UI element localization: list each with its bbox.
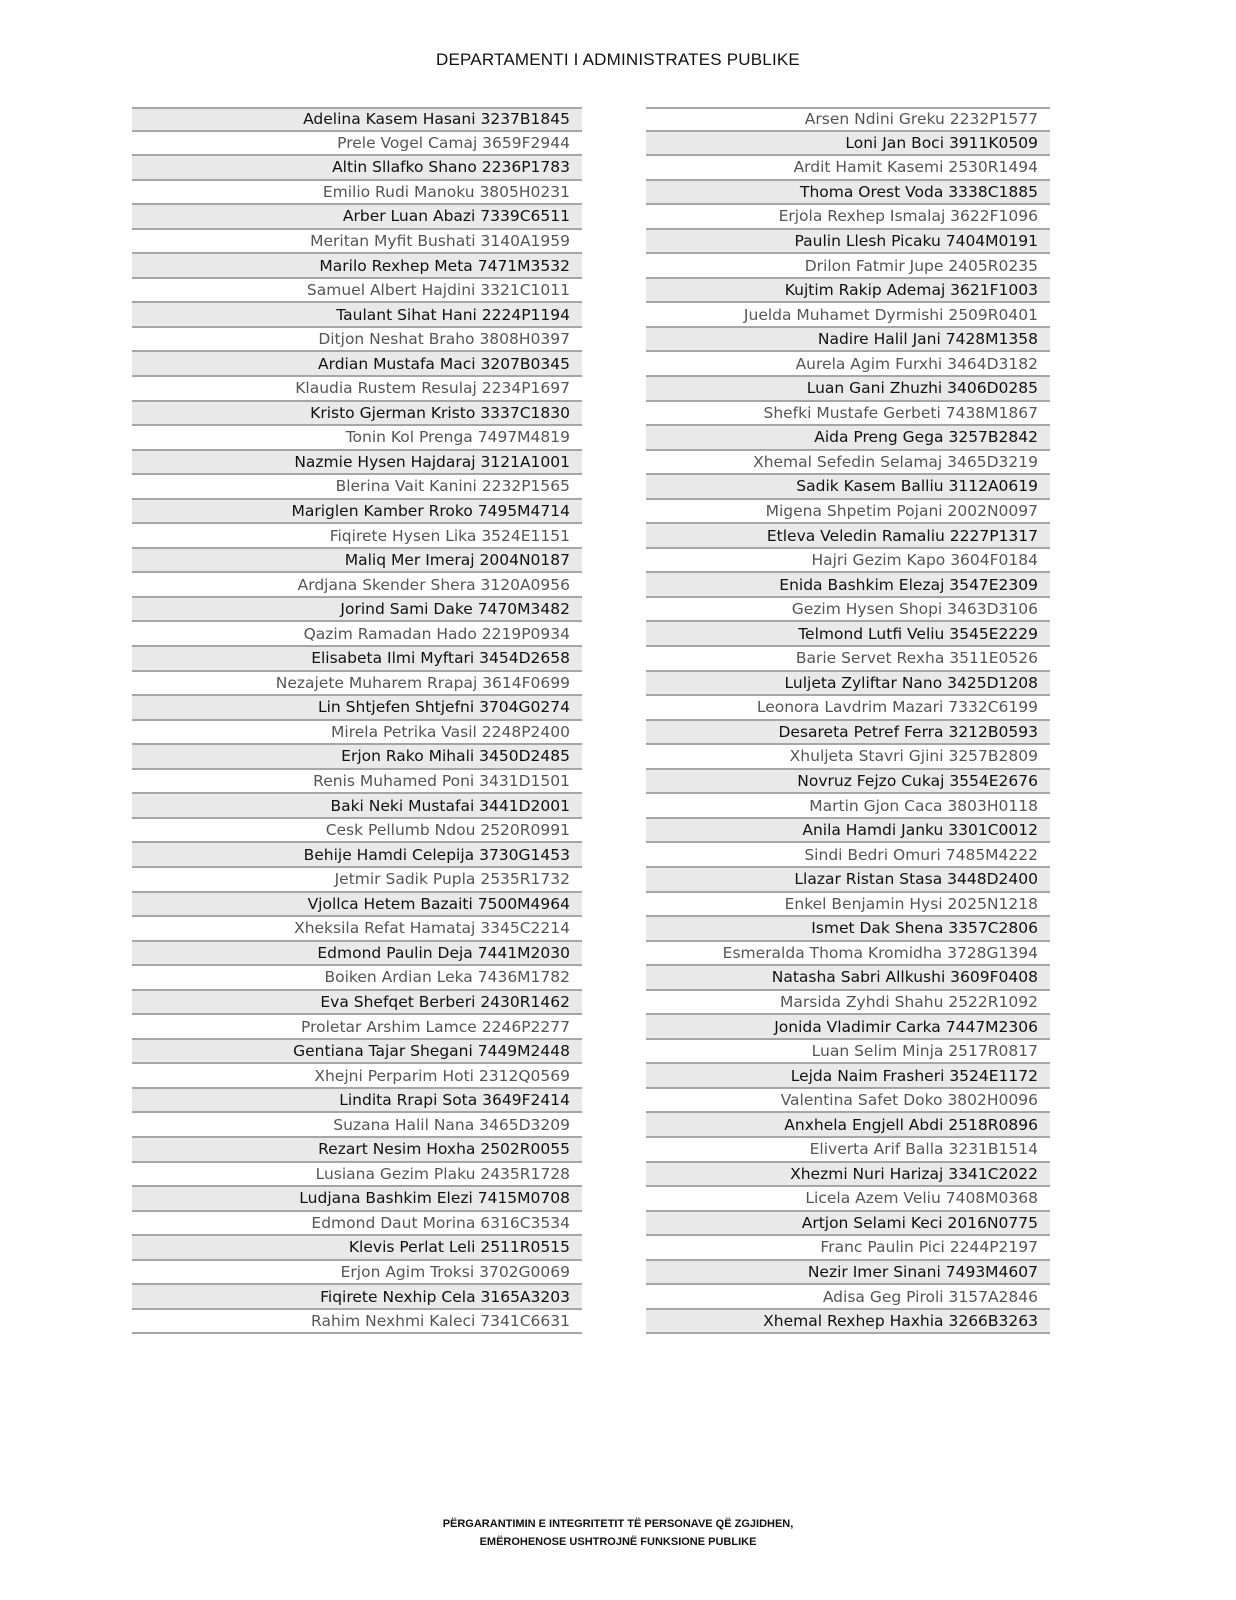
list-row: Renis Muhamed Poni 3431D1501: [132, 770, 582, 795]
list-row: Desareta Petref Ferra 3212B0593: [646, 721, 1050, 746]
list-row: Vjollca Hetem Bazaiti 7500M4964: [132, 893, 582, 918]
list-row: Xheksila Refat Hamataj 3345C2214: [132, 917, 582, 942]
list-row: Edmond Daut Morina 6316C3534: [132, 1212, 582, 1237]
list-row: Maliq Mer Imeraj 2004N0187: [132, 549, 582, 574]
list-row: Elisabeta Ilmi Myftari 3454D2658: [132, 647, 582, 672]
list-row: Mirela Petrika Vasil 2248P2400: [132, 721, 582, 746]
list-row: Martin Gjon Caca 3803H0118: [646, 794, 1050, 819]
list-row: Drilon Fatmir Jupe 2405R0235: [646, 254, 1050, 279]
list-row: Xhemal Sefedin Selamaj 3465D3219: [646, 451, 1050, 476]
list-row: Natasha Sabri Allkushi 3609F0408: [646, 966, 1050, 991]
list-row: Jonida Vladimir Carka 7447M2306: [646, 1015, 1050, 1040]
list-row: Ardjana Skender Shera 3120A0956: [132, 573, 582, 598]
list-row: Sadik Kasem Balliu 3112A0619: [646, 475, 1050, 500]
list-row: Edmond Paulin Deja 7441M2030: [132, 942, 582, 967]
list-row: Rahim Nexhmi Kaleci 7341C6631: [132, 1310, 582, 1335]
list-row: Ismet Dak Shena 3357C2806: [646, 917, 1050, 942]
list-row: Tonin Kol Prenga 7497M4819: [132, 426, 582, 451]
list-row: Luljeta Zyliftar Nano 3425D1208: [646, 672, 1050, 697]
list-row: Erjola Rexhep Ismalaj 3622F1096: [646, 205, 1050, 230]
list-row: Migena Shpetim Pojani 2002N0097: [646, 500, 1050, 525]
list-row: Qazim Ramadan Hado 2219P0934: [132, 622, 582, 647]
list-row: Etleva Veledin Ramaliu 2227P1317: [646, 524, 1050, 549]
page-footer: [0, 1515, 1236, 1551]
list-row: Luan Selim Minja 2517R0817: [646, 1040, 1050, 1065]
list-row: Barie Servet Rexha 3511E0526: [646, 647, 1050, 672]
list-row: Xhejni Perparim Hoti 2312Q0569: [132, 1064, 582, 1089]
list-row: Klevis Perlat Leli 2511R0515: [132, 1236, 582, 1261]
list-row: Samuel Albert Hajdini 3321C1011: [132, 279, 582, 304]
list-row: Juelda Muhamet Dyrmishi 2509R0401: [646, 303, 1050, 328]
list-row: Enkel Benjamin Hysi 2025N1218: [646, 893, 1050, 918]
list-row: Novruz Fejzo Cukaj 3554E2676: [646, 770, 1050, 795]
list-row: Eliverta Arif Balla 3231B1514: [646, 1138, 1050, 1163]
footer-line-1: PËRGARANTIMIN E INTEGRITETIT TË PERSONAVE QË ZGJIDHEN,: [442, 1518, 794, 1530]
list-row: Altin Sllafko Shano 2236P1783: [132, 156, 582, 181]
list-row: Esmeralda Thoma Kromidha 3728G1394: [646, 942, 1050, 967]
list-row: Fiqirete Nexhip Cela 3165A3203: [132, 1285, 582, 1310]
list-row: Aida Preng Gega 3257B2842: [646, 426, 1050, 451]
list-row: Kujtim Rakip Ademaj 3621F1003: [646, 279, 1050, 304]
list-row: Gentiana Tajar Shegani 7449M2448: [132, 1040, 582, 1065]
list-row: Xhezmi Nuri Harizaj 3341C2022: [646, 1163, 1050, 1188]
list-row: Emilio Rudi Manoku 3805H0231: [132, 181, 582, 206]
list-row: Aurela Agim Furxhi 3464D3182: [646, 352, 1050, 377]
list-row: Loni Jan Boci 3911K0509: [646, 132, 1050, 157]
right-name-list: [646, 107, 1050, 1334]
list-row: Rezart Nesim Hoxha 2502R0055: [132, 1138, 582, 1163]
list-row: Boiken Ardian Leka 7436M1782: [132, 966, 582, 991]
list-row: Artjon Selami Keci 2016N0775: [646, 1212, 1050, 1237]
list-row: Fiqirete Hysen Lika 3524E1151: [132, 524, 582, 549]
list-row: Paulin Llesh Picaku 7404M0191: [646, 230, 1050, 255]
list-row: Lin Shtjefen Shtjefni 3704G0274: [132, 696, 582, 721]
list-row: Franc Paulin Pici 2244P2197: [646, 1236, 1050, 1261]
list-row: Behije Hamdi Celepija 3730G1453: [132, 843, 582, 868]
list-row: Arsen Ndini Greku 2232P1577: [646, 107, 1050, 132]
list-row: Lindita Rrapi Sota 3649F2414: [132, 1089, 582, 1114]
list-row: Thoma Orest Voda 3338C1885: [646, 181, 1050, 206]
left-name-list: [132, 107, 582, 1334]
list-row: Blerina Vait Kanini 2232P1565: [132, 475, 582, 500]
list-row: Lusiana Gezim Plaku 2435R1728: [132, 1163, 582, 1188]
list-row: Xhemal Rexhep Haxhia 3266B3263: [646, 1310, 1050, 1335]
list-row: Klaudia Rustem Resulaj 2234P1697: [132, 377, 582, 402]
list-row: Ludjana Bashkim Elezi 7415M0708: [132, 1187, 582, 1212]
list-row: Valentina Safet Doko 3802H0096: [646, 1089, 1050, 1114]
list-row: Leonora Lavdrim Mazari 7332C6199: [646, 696, 1050, 721]
list-row: Erjon Agim Troksi 3702G0069: [132, 1261, 582, 1286]
list-row: Nadire Halil Jani 7428M1358: [646, 328, 1050, 353]
list-row: Llazar Ristan Stasa 3448D2400: [646, 868, 1050, 893]
list-row: Meritan Myfit Bushati 3140A1959: [132, 230, 582, 255]
list-row: Gezim Hysen Shopi 3463D3106: [646, 598, 1050, 623]
list-row: Marsida Zyhdi Shahu 2522R1092: [646, 991, 1050, 1016]
list-row: Erjon Rako Mihali 3450D2485: [132, 745, 582, 770]
list-row: Ditjon Neshat Braho 3808H0397: [132, 328, 582, 353]
list-row: Marilo Rexhep Meta 7471M3532: [132, 254, 582, 279]
list-row: Ardian Mustafa Maci 3207B0345: [132, 352, 582, 377]
list-row: Mariglen Kamber Rroko 7495M4714: [132, 500, 582, 525]
page-title: DEPARTAMENTI I ADMINISTRATES PUBLIKE: [436, 50, 800, 69]
list-row: Arber Luan Abazi 7339C6511: [132, 205, 582, 230]
list-row: Licela Azem Veliu 7408M0368: [646, 1187, 1050, 1212]
list-row: Ardit Hamit Kasemi 2530R1494: [646, 156, 1050, 181]
list-row: Jetmir Sadik Pupla 2535R1732: [132, 868, 582, 893]
list-row: Lejda Naim Frasheri 3524E1172: [646, 1064, 1050, 1089]
list-row: Hajri Gezim Kapo 3604F0184: [646, 549, 1050, 574]
list-row: Adisa Geg Piroli 3157A2846: [646, 1285, 1050, 1310]
list-row: Nezajete Muharem Rrapaj 3614F0699: [132, 672, 582, 697]
list-row: Telmond Lutfi Veliu 3545E2229: [646, 622, 1050, 647]
list-row: Taulant Sihat Hani 2224P1194: [132, 303, 582, 328]
list-row: Cesk Pellumb Ndou 2520R0991: [132, 819, 582, 844]
list-row: Nezir Imer Sinani 7493M4607: [646, 1261, 1050, 1286]
list-row: Xhuljeta Stavri Gjini 3257B2809: [646, 745, 1050, 770]
footer-line-2: EMËROHENOSE USHTROJNË FUNKSIONE PUBLIKE: [479, 1536, 757, 1548]
list-row: Jorind Sami Dake 7470M3482: [132, 598, 582, 623]
list-row: Anila Hamdi Janku 3301C0012: [646, 819, 1050, 844]
list-row: Proletar Arshim Lamce 2246P2277: [132, 1015, 582, 1040]
list-row: Anxhela Engjell Abdi 2518R0896: [646, 1113, 1050, 1138]
list-row: Shefki Mustafe Gerbeti 7438M1867: [646, 402, 1050, 427]
list-row: Nazmie Hysen Hajdaraj 3121A1001: [132, 451, 582, 476]
list-row: Eva Shefqet Berberi 2430R1462: [132, 991, 582, 1016]
list-row: Sindi Bedri Omuri 7485M4222: [646, 843, 1050, 868]
list-row: Baki Neki Mustafai 3441D2001: [132, 794, 582, 819]
list-row: Suzana Halil Nana 3465D3209: [132, 1113, 582, 1138]
list-row: Luan Gani Zhuzhi 3406D0285: [646, 377, 1050, 402]
list-row: Prele Vogel Camaj 3659F2944: [132, 132, 582, 157]
list-row: Adelina Kasem Hasani 3237B1845: [132, 107, 582, 132]
list-row: Enida Bashkim Elezaj 3547E2309: [646, 573, 1050, 598]
list-row: Kristo Gjerman Kristo 3337C1830: [132, 402, 582, 427]
